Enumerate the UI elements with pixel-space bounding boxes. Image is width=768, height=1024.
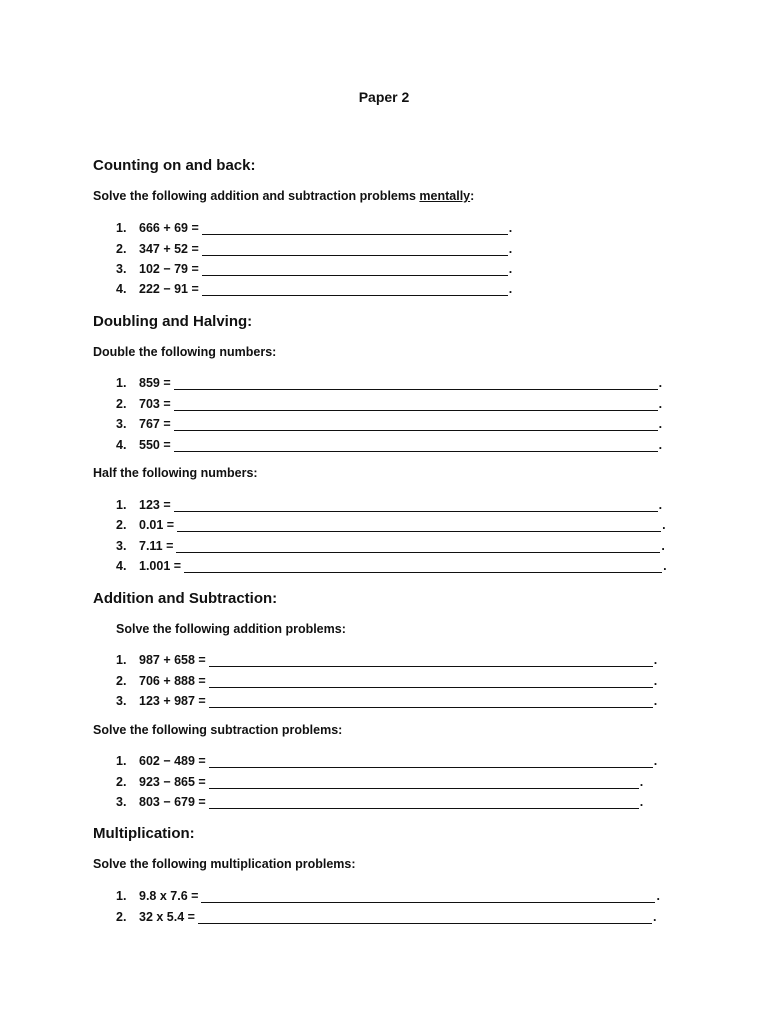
answer-line[interactable] [174, 439, 658, 452]
answer-line[interactable] [177, 519, 661, 532]
question-number: 2. [116, 242, 127, 256]
answer-period: . [661, 539, 665, 553]
answer-line[interactable] [209, 675, 653, 688]
question-expression: 859 = [139, 376, 171, 390]
instruction-subtraction: Solve the following subtraction problems: [93, 723, 343, 737]
question-item [116, 887, 660, 903]
question-expression: 703 = [139, 397, 171, 411]
question-item [116, 908, 656, 924]
question-item [116, 773, 643, 789]
section-heading-multiplication: Multiplication: [93, 825, 195, 842]
question-number: 3. [116, 694, 127, 708]
question-expression: 767 = [139, 417, 171, 431]
question-number: 3. [116, 795, 127, 809]
answer-line[interactable] [209, 796, 639, 809]
answer-line[interactable] [209, 776, 639, 789]
question-number: 2. [116, 910, 127, 924]
instruction-counting [93, 189, 474, 203]
question-expression: 666 + 69 = [139, 221, 199, 235]
question-item [116, 651, 657, 667]
instruction-emphasis: mentally [419, 189, 471, 203]
answer-line[interactable] [202, 283, 508, 296]
answer-period: . [658, 417, 663, 431]
instruction-colon: : [470, 189, 475, 203]
answer-period: . [662, 518, 666, 532]
answer-period: . [508, 262, 513, 276]
question-item [116, 537, 665, 553]
question-item [116, 557, 667, 573]
instruction-half: Half the following numbers: [93, 466, 258, 480]
answer-period: . [653, 674, 658, 688]
question-item [116, 496, 662, 512]
question-item [116, 672, 657, 688]
question-expression: 102 − 79 = [139, 262, 199, 276]
question-expression: 1.001 = [139, 559, 182, 573]
answer-period: . [508, 282, 513, 296]
question-expression: 32 x 5.4 = [139, 910, 195, 924]
instruction-addition: Solve the following addition problems: [116, 622, 346, 636]
answer-line[interactable] [184, 560, 662, 573]
question-item [116, 415, 662, 431]
question-number: 1. [116, 498, 127, 512]
answer-period: . [653, 653, 658, 667]
question-number: 1. [116, 889, 127, 903]
answer-period: . [653, 694, 658, 708]
question-expression: 7.11 = [139, 539, 174, 553]
question-item [116, 374, 662, 390]
answer-line[interactable] [198, 911, 652, 924]
section-heading-doubling: Doubling and Halving: [93, 313, 253, 330]
answer-period: . [639, 775, 644, 789]
question-expression: 706 + 888 = [139, 674, 206, 688]
question-item [116, 280, 512, 296]
instruction-multiplication: Solve the following multiplication problems: [93, 857, 356, 871]
question-number: 1. [116, 376, 127, 390]
answer-period: . [508, 221, 513, 235]
section-heading-counting: Counting on and back: [93, 157, 256, 174]
question-number: 4. [116, 438, 127, 452]
question-number: 2. [116, 518, 127, 532]
answer-period: . [652, 910, 657, 924]
question-expression: 222 − 91 = [139, 282, 199, 296]
answer-period: . [658, 438, 663, 452]
page-title: Paper 2 [358, 89, 410, 105]
answer-period: . [658, 397, 663, 411]
answer-line[interactable] [176, 540, 660, 553]
answer-line[interactable] [174, 398, 658, 411]
answer-period: . [508, 242, 513, 256]
instruction-text: Solve the following addition and subtraction problems [93, 189, 420, 203]
answer-line[interactable] [202, 243, 508, 256]
question-expression: 803 − 679 = [139, 795, 206, 809]
question-number: 4. [116, 282, 127, 296]
question-number: 2. [116, 775, 127, 789]
question-number: 3. [116, 539, 127, 553]
question-number: 1. [116, 653, 127, 667]
answer-line[interactable] [201, 890, 655, 903]
question-number: 2. [116, 674, 127, 688]
question-number: 2. [116, 397, 127, 411]
question-item [116, 793, 643, 809]
question-expression: 123 = [139, 498, 171, 512]
answer-line[interactable] [174, 418, 658, 431]
question-number: 3. [116, 262, 127, 276]
question-item [116, 219, 512, 235]
question-item [116, 240, 512, 256]
question-item [116, 395, 662, 411]
answer-line[interactable] [202, 263, 508, 276]
question-number: 1. [116, 221, 127, 235]
question-item [116, 752, 657, 768]
question-expression: 123 + 987 = [139, 694, 206, 708]
answer-line[interactable] [174, 499, 658, 512]
question-number: 3. [116, 417, 127, 431]
question-expression: 550 = [139, 438, 171, 452]
answer-line[interactable] [209, 654, 653, 667]
question-expression: 0.01 = [139, 518, 175, 532]
question-expression: 9.8 x 7.6 = [139, 889, 199, 903]
question-number: 4. [116, 559, 127, 573]
question-item [116, 260, 512, 276]
question-expression: 923 − 865 = [139, 775, 206, 789]
answer-line[interactable] [174, 377, 658, 390]
instruction-double: Double the following numbers: [93, 345, 277, 359]
answer-line[interactable] [209, 695, 653, 708]
question-expression: 347 + 52 = [139, 242, 199, 256]
answer-line[interactable] [202, 222, 508, 235]
question-item [116, 516, 666, 532]
answer-period: . [658, 498, 663, 512]
question-number: 1. [116, 754, 127, 768]
answer-period: . [658, 376, 663, 390]
answer-period: . [639, 795, 644, 809]
question-item [116, 692, 657, 708]
section-heading-addsub: Addition and Subtraction: [93, 590, 278, 607]
answer-period: . [656, 889, 660, 903]
answer-line[interactable] [209, 755, 653, 768]
answer-period: . [663, 559, 667, 573]
question-expression: 987 + 658 = [139, 653, 206, 667]
question-item [116, 436, 662, 452]
answer-period: . [653, 754, 658, 768]
question-expression: 602 − 489 = [139, 754, 206, 768]
